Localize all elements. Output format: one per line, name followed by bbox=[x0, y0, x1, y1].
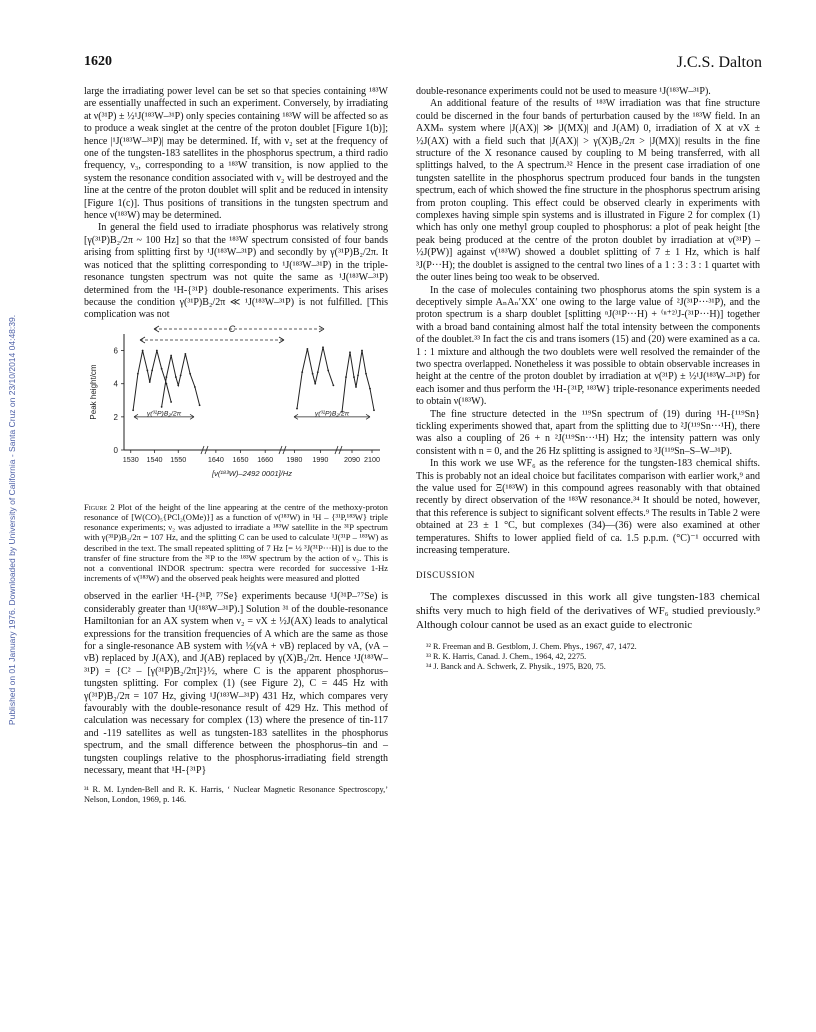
x-tick-label: 1640 bbox=[207, 454, 224, 464]
x-tick-label: 1550 bbox=[170, 454, 187, 464]
data-point bbox=[365, 373, 367, 375]
data-point bbox=[146, 369, 148, 371]
watermark-text[interactable]: Published on 01 January 1976. Downloaded by University of California - Santa Cruz on 23/10/2014 04:48:39. bbox=[7, 314, 17, 726]
data-point bbox=[156, 349, 158, 351]
data-point bbox=[322, 346, 324, 348]
data-point bbox=[189, 373, 191, 375]
paragraph: large the irradiating power level can be set so that species containing ¹⁸³W are essentially unaffected in such an experiment. Conversely, by irradiating at ν(³¹P) ± ½¹J(¹⁸³W–³¹P) only species containing ¹⁸³W will be affected so as to produce a weak singlet at the centre of the proton doublet [Figure 1(b)]; hence |¹J(¹⁸³W–³¹P)| may be determined. If, with ν₂ set at the frequency of one of the tungsten-183 satellites in the phosphorus spectrum, a third radio frequency, ν₃, corresponding to a ¹⁸³W transition, is now applied to the system the resonance condition associated with ν₂ will be destroyed and the line at the centre of the proton doublet will split and be reduced in intensity [Figure 1(c)]. Thus positions of transitions in the tungsten spectrum and hence ν(¹⁸³W) may be determined. bbox=[84, 86, 388, 222]
reference-item: ³² R. Freeman and B. Gestblom, J. Chem. Phys., 1967, 47, 1472. bbox=[426, 641, 637, 651]
x-tick-label: 1980 bbox=[286, 454, 303, 464]
data-point bbox=[349, 351, 351, 353]
data-point bbox=[369, 388, 371, 390]
caption-label: Figure 2 bbox=[84, 501, 115, 512]
data-point bbox=[161, 406, 163, 408]
y-tick-label: 0 bbox=[113, 445, 118, 455]
data-point bbox=[180, 374, 182, 376]
data-point bbox=[149, 381, 151, 383]
data-point bbox=[165, 376, 167, 378]
data-point bbox=[345, 376, 347, 378]
x-tick-label: 1530 bbox=[122, 454, 139, 464]
data-point bbox=[333, 384, 335, 386]
data-point bbox=[301, 371, 303, 373]
section-heading: DISCUSSION bbox=[416, 570, 476, 581]
sidebar-watermark bbox=[5, 160, 19, 880]
c-label: C bbox=[228, 323, 236, 334]
reference-item: ³⁴ J. Banck and A. Schwerk, Z. Physik., 1975, B20, 75. bbox=[426, 661, 606, 671]
gamma-right-label: γ(³¹P)B₂/2π bbox=[314, 410, 350, 418]
figure-caption bbox=[84, 502, 388, 584]
page-number: 1620 bbox=[84, 54, 112, 69]
y-axis-label: Peak height/cm bbox=[89, 364, 98, 420]
data-point bbox=[327, 369, 329, 371]
data-point bbox=[314, 383, 316, 385]
data-point bbox=[361, 349, 363, 351]
data-point bbox=[170, 354, 172, 356]
caption-text: Plot of the height of the line appearing at the centre of the methoxy-proton resonance of [W(CO)₅{PCl₂(OMe)}] as a function of ν(¹⁸³W) in ¹H – {³¹P,¹⁸³W} triple resonance experiments; ν₂ was adjusted to irradiate a ¹⁸³W satellite in the ³¹P spectrum with γ(³¹P)B₂/2π = 107 Hz, and the splitting C can be used to calculate ¹J(³¹P – ¹⁸³W) as described in the text. The small repeated splitting of 7 Hz [= ½ ³J(³¹P···H)] is due to the transfer of fine structure from the ³¹P to the ¹⁸³W spectrum by the action of ν₂. This is not a conventional INDOR spectrum: spectra were recorded for successive 1-Hz increments of ν(¹⁸³W) and the observed peak heights were measured and plotted bbox=[84, 501, 388, 584]
data-point bbox=[317, 371, 319, 373]
x-axis-label: [ν(¹⁸³W)–2492 0001]/Hz bbox=[211, 468, 293, 478]
data-point bbox=[357, 374, 359, 376]
x-tick-label: 1660 bbox=[257, 454, 274, 464]
y-tick-label: 2 bbox=[113, 412, 118, 422]
data-point bbox=[194, 386, 196, 388]
data-point bbox=[175, 376, 177, 378]
paragraph: In the case of molecules containing two phosphorus atoms the spin system is a deceptively simple AₙAₙ′XX′ one owing to the large value of ²J(³¹P···³¹P), and the proton spectrum is a sharp doublet [splitting ⁿJ(³¹P···H) + ⁽ⁿ⁺²⁾J-(³¹P···H)] together with a broad band containing almost half the total intensity between the components of the doublet.³³ In fact the cis and trans isomers (15) and (20) were examined as a ca. 1 : 1 mixture and although the two doublets were well resolved the remainder of the two spectra overlapped. Nonetheless it was possible to obtain observable increases in height at the centre of the proton doublet by irradiation at ν(³¹P) ± ½¹J(¹⁸³W–³¹P) for each isomer and thus perform the ¹H-{³¹P, ¹⁸³W} triple-resonance experiments needed to obtain ν(¹⁸³W). bbox=[416, 284, 760, 408]
data-point bbox=[307, 348, 309, 350]
paragraph: In general the field used to irradiate phosphorus was relatively strong [γ(³¹P)B₂/2π ~ 100 Hz] so that the ¹⁸³W spectrum consisted of four bands arising from splitting first by ¹J(¹⁸³W–³¹P) and secondly by γ(³¹P)B₂/2π. It was noticed that the splitting corresponding to ¹J(¹⁸³W–³¹P) in the triple-resonance tungsten spectrum was not quite the same as ¹J(¹⁸³W–³¹P) determined from the ¹H-{³¹P} double-resonance experiments. This arises because the condition γ(³¹P)B₂/2π ≪ ¹J(¹⁸³W–³¹P) is not fulfilled. [This complication was not bbox=[84, 222, 388, 321]
x-tick-label: 2090 bbox=[344, 454, 360, 464]
data-line-band-3 bbox=[297, 347, 333, 408]
data-point bbox=[132, 409, 134, 411]
discussion-paragraph: The complexes discussed in this work all give tungsten-183 chemical shifts very much to high field of the derivatives of WF₆ studied previously.⁹ Although colour cannot be used as an exact guide to electronic bbox=[416, 590, 760, 631]
y-tick-label: 6 bbox=[113, 346, 118, 356]
data-point bbox=[137, 373, 139, 375]
data-point bbox=[312, 373, 314, 375]
figure-2-chart bbox=[84, 322, 388, 494]
data-point bbox=[177, 384, 179, 386]
data-point bbox=[161, 368, 163, 370]
references bbox=[416, 642, 760, 672]
data-point bbox=[170, 401, 172, 403]
reference-item: ³³ R. K. Harris, Canad. J. Chem., 1964, 42, 2275. bbox=[426, 651, 587, 661]
data-line-band-2 bbox=[162, 354, 200, 407]
paragraph: observed in the earlier ¹H-{³¹P, ⁷⁷Se} experiments because ¹J(³¹P–⁷⁷Se) is considerably greater than ¹J(¹⁸³W–³¹P).] Solution ³¹ of the double-resonance Hamiltonian for an AX system when ν₂ = νX ± ½J(AX) leads to analytical expressions for the transition frequencies of A which are the same as those for a single-resonance AB system with ½(νA + νB) replaced by νA, (νA – νB) replaced by J(AX), and J(AB) replaced by γ(X)B₂/2π. Hence ¹J(¹⁸³W–³¹P) = {C² – [γ(³¹P)B₂/2π]²}½, where C is the apparent phosphorus–tungsten splitting. For complex (1) (see Figure 2), C = 445 Hz with γ(³¹P)B₂/2π = 107 Hz, giving ¹J(¹⁸³W–³¹P) 431 Hz, which compares very favourably with the double-resonance result of 429 Hz. This method of calculation was necessary for complex (13) where the presence of tin-117 and -119 satellites as well as tungsten-183 satellites in the phosphorus spectrum, and the small difference between the phosphorus–tin and –tungsten couplings relative to the phosphorus-irradiating field strength necessary, meant that ¹H-{³¹P} bbox=[84, 591, 388, 777]
gamma-left-label: γ(³¹P)B₂/2π bbox=[146, 410, 182, 418]
paragraph: The fine structure detected in the ¹¹⁹Sn spectrum of (19) during ¹H-{¹¹⁹Sn} tickling experiments showed that, apart from the splitting due to ²J(¹¹⁹Sn···¹H), there was also a coupling of 26 + n ²J(¹¹⁹Sn···¹H) Hz; the intensity pattern was only consistent with n = 0, and the 26 Hz splitting is assigned to ³J(¹¹⁹Sn–S–W–³¹P). bbox=[416, 408, 760, 457]
left-column bbox=[84, 86, 388, 805]
x-tick-label: 1990 bbox=[312, 454, 329, 464]
x-tick-label: 1540 bbox=[146, 454, 163, 464]
paragraph: double-resonance experiments could not be used to measure ¹J(¹⁸³W–³¹P). bbox=[416, 86, 711, 97]
x-tick-label: 2100 bbox=[364, 454, 380, 464]
data-point bbox=[373, 409, 375, 411]
data-point bbox=[353, 376, 355, 378]
footnote bbox=[84, 785, 388, 805]
data-point bbox=[199, 404, 201, 406]
right-column bbox=[416, 86, 760, 672]
data-point bbox=[142, 349, 144, 351]
chart-svg bbox=[84, 322, 388, 494]
data-point bbox=[151, 369, 153, 371]
journal-title: J.C.S. Dalton bbox=[676, 54, 762, 71]
footnote-text: ³¹ R. M. Lynden-Bell and R. K. Harris, ‘ Nuclear Magnetic Resonance Spectroscopy,’ Nelson, London, 1969, p. 146. bbox=[84, 785, 388, 805]
paragraph: An additional feature of the results of ¹⁸³W irradiation was that fine structure could be discerned in the four bands of perturbation caused by the ¹⁸³W field. In an AXMₙ system where |J(AX)| ≫ |J(MX)| and J(AM) 0, irradiation of X at νX ± ½J(AX) with a field such that |J(AX)| > γ(X)B₂/2π > |J(MX)| results in the fine structure of the X resonance caused by coupling to M being transferred, with all splittings halved, to the A spectrum.³² Hence in the present case irradiation of one tungsten satellite in the phosphorus spectrum produced four bands in the tungsten spectrum, each of which showed the fine structure in the phosphorus spectrum arising from proton coupling. This effect could be observed clearly in experiments with complexes having simple spin systems and is illustrated in Figure 2 for complex (1) which has only one methyl group coupled to phosphorus: a plot of peak height [the peak being produced at the centre of the proton doublet by irradiation at ν(³¹P) – ½J(PW)] against ν(¹⁸³W) showed a doublet splitting of 7 ± 1 Hz, which is half ³J(P···H); the doublet is assigned to the central two lines of a 1 : 3 : 3 : 1 quartet with the outer lines being too weak to be observed. bbox=[416, 98, 760, 284]
data-point bbox=[184, 353, 186, 355]
paragraph: In this work we use WF₆ as the reference for the tungsten-183 chemical shifts. This is probably not an ideal choice but facilitates comparison with earlier work,⁹ and the value used for Ξ(¹⁸³W) in this compound agrees reasonably with that obtained recently by direct observation of the ¹⁸³W resonance.³⁴ It should be noted, however, that this reference is subject to significant solvent effects.⁹ The results in Table 2 were obtained at 23 ± 1 °C, but complexes (34)—(36) were also examined at other temperatures. Shifts to lower applied field of ca. 1.5 p.p.m. (°C)⁻¹ occurred with increasing temperature. bbox=[416, 458, 760, 557]
data-line-band-4 bbox=[342, 350, 374, 411]
y-tick-label: 4 bbox=[113, 379, 118, 389]
x-tick-label: 1650 bbox=[232, 454, 249, 464]
data-point bbox=[355, 386, 357, 388]
data-point bbox=[296, 407, 298, 409]
